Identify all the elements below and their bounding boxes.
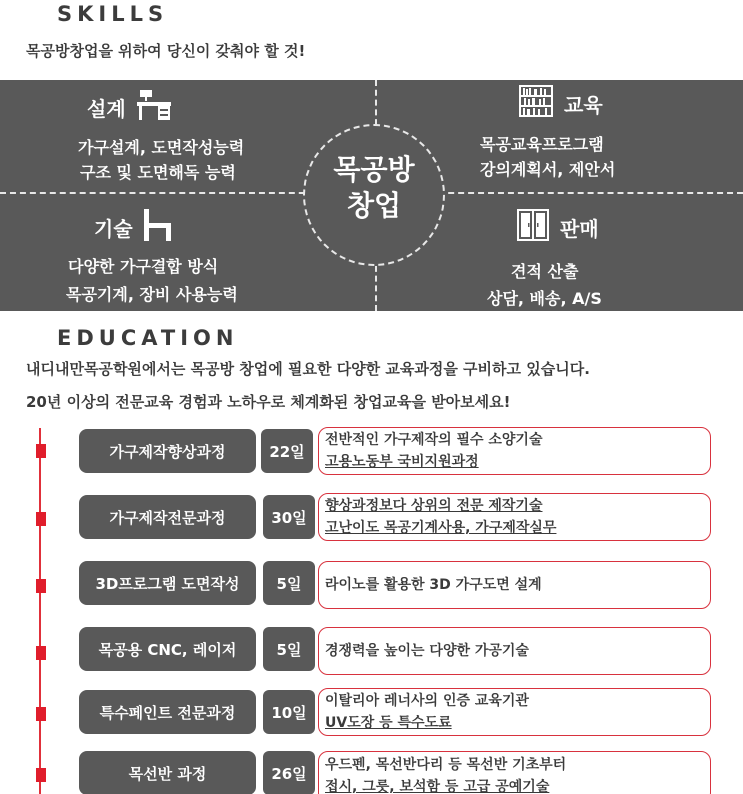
course-description: [318, 688, 711, 736]
technique-line-2: 목공기계, 장비 사용능력: [66, 285, 238, 304]
sales-line-1: 견적 산출: [511, 262, 579, 281]
sales-line-2: 상담, 배송, A/S: [487, 289, 602, 308]
course-days-badge: 5일: [263, 561, 315, 605]
desk-icon: [136, 88, 172, 127]
design-line-1: 가구설계, 도면작성능력: [78, 138, 245, 157]
design-heading: [87, 88, 172, 127]
course-button[interactable]: 목공용 CNC, 레이저: [79, 627, 256, 671]
timeline-marker: [36, 512, 46, 526]
bookshelf-icon: [518, 84, 554, 123]
design-line-2: 구조 및 도면해독 능력: [80, 163, 236, 182]
design-title: 설계: [87, 97, 126, 121]
course-description: [318, 427, 711, 475]
education-title: 교육: [564, 93, 603, 117]
course-description: [318, 493, 711, 541]
center-title: [303, 152, 445, 224]
technique-title: 기술: [94, 217, 133, 241]
course-desc-line-1: 향상과정보다 상위의 전문 제작기술: [325, 498, 543, 514]
timeline-marker: [36, 579, 46, 593]
chair-icon: [143, 208, 173, 247]
course-days-badge: 30일: [263, 495, 315, 539]
education-intro-1: 내디내만목공학원에서는 목공방 창업에 필요한 다양한 교육과정을 구비하고 있습니다.: [26, 360, 590, 378]
timeline-marker: [36, 646, 46, 660]
course-days-badge: 5일: [263, 627, 315, 671]
course-days-badge: 26일: [263, 751, 315, 794]
technique-heading: [94, 208, 173, 247]
sales-title: 판매: [560, 217, 599, 241]
technique-line-1: 다양한 가구결합 방식: [68, 257, 219, 276]
course-days-badge: 22일: [261, 429, 313, 473]
education-heading: [518, 84, 603, 123]
center-title-line2: 창업: [346, 189, 402, 222]
education-line-2: 강의계획서, 제안서: [480, 160, 616, 179]
course-desc-line-1: 우드펜, 목선반다리 등 목선반 기초부터: [325, 757, 567, 773]
course-button[interactable]: 목선반 과정: [79, 751, 256, 794]
timeline-line: [39, 428, 41, 794]
course-desc-line-1: 경쟁력을 높이는 다양한 가공기술: [325, 643, 529, 659]
course-description: [318, 751, 711, 794]
course-desc-line-2: 접시, 그릇, 보석함 등 고급 공예기술: [325, 779, 550, 794]
skills-subtitle: 목공방창업을 위하여 당신이 갖춰야 할 것!: [26, 42, 306, 60]
skills-heading: SKILLS: [57, 2, 169, 26]
center-title-line1: 목공방: [333, 153, 415, 186]
cabinet-icon: [516, 208, 550, 247]
education-heading-title: EDUCATION: [57, 326, 239, 350]
sales-heading: [516, 208, 599, 247]
timeline-marker: [36, 707, 46, 721]
course-description: [318, 627, 711, 675]
course-desc-line-1: 전반적인 가구제작의 필수 소양기술: [325, 432, 543, 448]
course-button[interactable]: 가구제작전문과정: [79, 495, 256, 539]
course-description: [318, 561, 711, 609]
course-days-badge: 10일: [263, 690, 315, 734]
education-intro-2: 20년 이상의 전문교육 경험과 노하우로 체계화된 창업교육을 받아보세요!: [26, 393, 511, 411]
education-line-1: 목공교육프로그램: [480, 135, 604, 154]
course-desc-line-1: 라이노를 활용한 3D 가구도면 설계: [325, 577, 542, 593]
skills-panel: [0, 80, 743, 311]
course-button[interactable]: 가구제작향상과정: [79, 429, 256, 473]
course-desc-line-2: 고용노동부 국비지원과정: [325, 454, 479, 470]
timeline-marker: [36, 444, 46, 458]
course-desc-line-2: 고난이도 목공기계사용, 가구제작실무: [325, 520, 557, 536]
course-desc-line-1: 이탈리아 레너사의 인증 교육기관: [325, 693, 529, 709]
course-button[interactable]: 3D프로그램 도면작성: [79, 561, 256, 605]
course-desc-line-2: UV도장 등 특수도료: [325, 715, 452, 731]
timeline-marker: [36, 768, 46, 782]
course-button[interactable]: 특수페인트 전문과정: [79, 690, 256, 734]
